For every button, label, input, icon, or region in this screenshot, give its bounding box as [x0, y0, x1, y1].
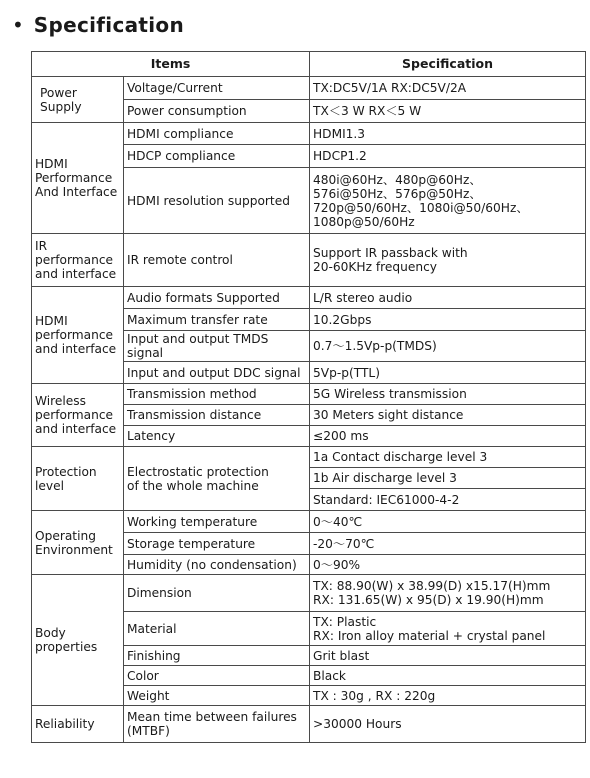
- value-cell: 0.7～1.5Vp-p(TMDS): [310, 331, 586, 362]
- group-label: HDMI Performance And Interface: [32, 123, 124, 234]
- item-cell: Storage temperature: [124, 533, 310, 555]
- value-cell: L/R stereo audio: [310, 287, 586, 309]
- value-cell: 1a Contact discharge level 3: [310, 447, 586, 468]
- group-label: Wireless performance and interface: [32, 384, 124, 447]
- item-cell: HDCP compliance: [124, 145, 310, 168]
- item-cell: Dimension: [124, 575, 310, 612]
- value-cell: 10.2Gbps: [310, 309, 586, 331]
- value-cell: 30 Meters sight distance: [310, 405, 586, 426]
- item-cell: Mean time between failures (MTBF): [124, 706, 310, 743]
- item-cell: Weight: [124, 686, 310, 706]
- value-cell: TX:DC5V/1A RX:DC5V/2A: [310, 77, 586, 100]
- value-cell: TX: 88.90(W) x 38.99(D) x15.17(H)mm RX: 131.65(W) x 95(D) x 19.90(H)mm: [310, 575, 586, 612]
- value-cell: 0～90%: [310, 555, 586, 575]
- spec-table: [31, 51, 586, 743]
- table-row: [32, 706, 586, 743]
- value-cell: 5Vp-p(TTL): [310, 362, 586, 384]
- value-cell: -20～70℃: [310, 533, 586, 555]
- table-row: [32, 234, 586, 287]
- items-column-header: Items: [32, 52, 310, 77]
- value-cell: 0～40℃: [310, 511, 586, 533]
- item-cell: Electrostatic protection of the whole machine: [124, 447, 310, 511]
- value-cell: HDCP1.2: [310, 145, 586, 168]
- table-row: [32, 384, 586, 405]
- bullet-icon: •: [12, 13, 24, 37]
- group-label: Operating Environment: [32, 511, 124, 575]
- value-cell: Black: [310, 666, 586, 686]
- table-header-row: [32, 52, 586, 77]
- item-cell: Power consumption: [124, 100, 310, 123]
- table-row: [32, 287, 586, 309]
- value-cell: Grit blast: [310, 646, 586, 666]
- group-label: Body properties: [32, 575, 124, 706]
- value-cell: ≤200 ms: [310, 426, 586, 447]
- item-cell: Color: [124, 666, 310, 686]
- group-label: Reliability: [32, 706, 124, 743]
- item-cell: Input and output TMDS signal: [124, 331, 310, 362]
- table-row: [32, 447, 586, 468]
- section-title: Specification: [33, 13, 184, 37]
- table-row: [32, 123, 586, 145]
- group-label: Power Supply: [32, 77, 124, 123]
- item-cell: Voltage/Current: [124, 77, 310, 100]
- item-cell: IR remote control: [124, 234, 310, 287]
- item-cell: Transmission method: [124, 384, 310, 405]
- value-cell: Standard: IEC61000-4-2: [310, 489, 586, 511]
- value-cell: >30000 Hours: [310, 706, 586, 743]
- item-cell: HDMI resolution supported: [124, 168, 310, 234]
- table-row: [32, 77, 586, 100]
- value-cell: TX＜3 W RX＜5 W: [310, 100, 586, 123]
- value-cell: TX : 30g , RX : 220g: [310, 686, 586, 706]
- item-cell: Latency: [124, 426, 310, 447]
- item-cell: Input and output DDC signal: [124, 362, 310, 384]
- table-row: [32, 575, 586, 612]
- item-cell: Finishing: [124, 646, 310, 666]
- value-cell: Support IR passback with 20-60KHz frequency: [310, 234, 586, 287]
- value-cell: 5G Wireless transmission: [310, 384, 586, 405]
- item-cell: HDMI compliance: [124, 123, 310, 145]
- value-cell: 1b Air discharge level 3: [310, 468, 586, 489]
- item-cell: Transmission distance: [124, 405, 310, 426]
- value-cell: 480i@60Hz、480p@60Hz、 576i@50Hz、576p@50Hz、 720p@50/60Hz、1080i@50/60Hz、 1080p@50/60Hz: [310, 168, 586, 234]
- item-cell: Audio formats Supported: [124, 287, 310, 309]
- spec-column-header: Specification: [310, 52, 586, 77]
- group-label: HDMI performance and interface: [32, 287, 124, 384]
- item-cell: Humidity (no condensation): [124, 555, 310, 575]
- value-cell: TX: Plastic RX: Iron alloy material + crystal panel: [310, 612, 586, 646]
- group-label: Protection level: [32, 447, 124, 511]
- table-row: [32, 511, 586, 533]
- section-heading: [12, 10, 184, 40]
- item-cell: Working temperature: [124, 511, 310, 533]
- group-label: IR performance and interface: [32, 234, 124, 287]
- value-cell: HDMI1.3: [310, 123, 586, 145]
- item-cell: Material: [124, 612, 310, 646]
- item-cell: Maximum transfer rate: [124, 309, 310, 331]
